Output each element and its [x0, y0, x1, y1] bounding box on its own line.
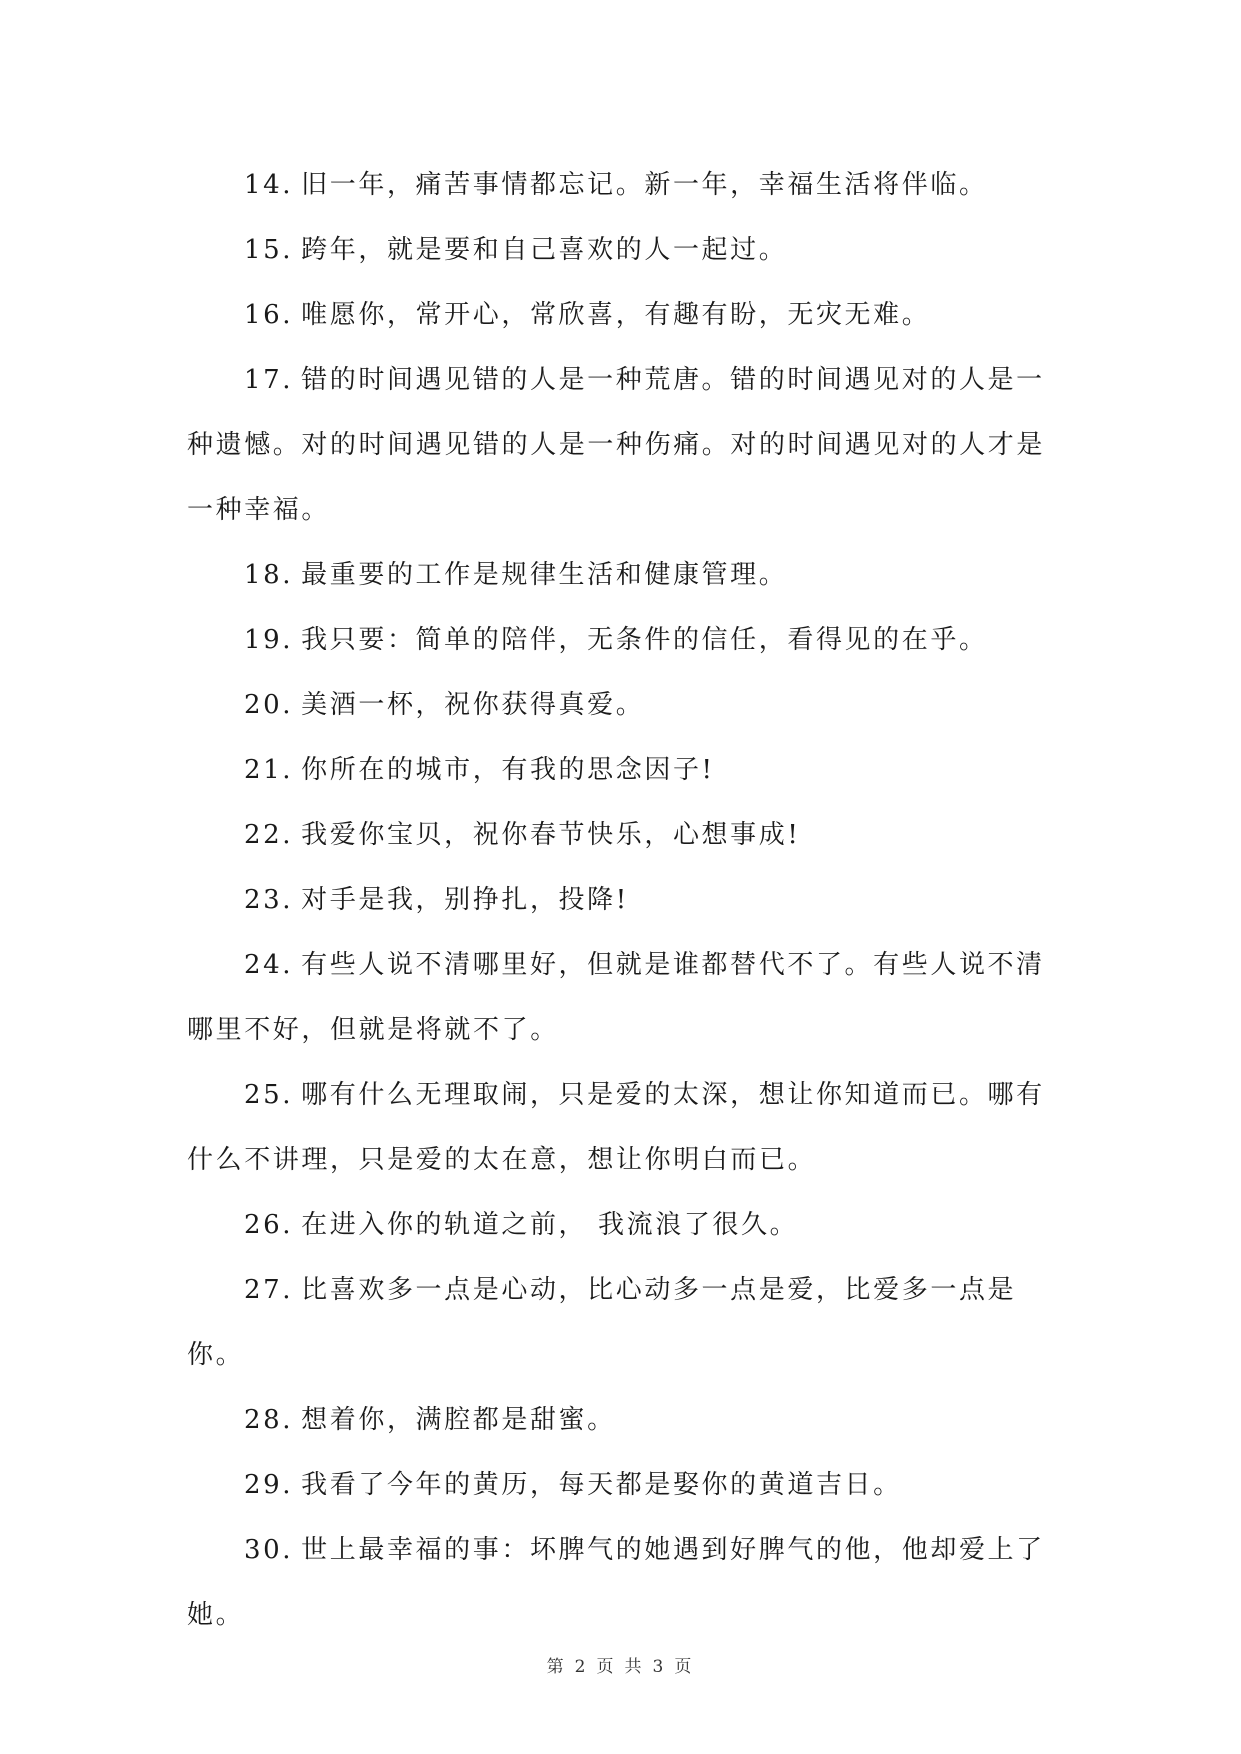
item-text: 跨年，就是要和自己喜欢的人一起过。 [301, 235, 788, 265]
list-item [187, 348, 1055, 543]
item-number: 17. [244, 365, 294, 395]
item-number: 20. [244, 690, 294, 720]
list-item [187, 283, 1055, 348]
list-item [187, 868, 1055, 933]
item-number: 30. [244, 1535, 294, 1565]
item-text: 唯愿你，常开心，常欣喜，有趣有盼，无灾无难。 [301, 300, 931, 330]
list-item [187, 1518, 1055, 1648]
document-body [187, 153, 1055, 1648]
list-item [187, 608, 1055, 673]
item-text: 比喜欢多一点是心动，比心动多一点是爱，比爱多一点是你。 [187, 1275, 1017, 1370]
list-item [187, 673, 1055, 738]
list-item [187, 1388, 1055, 1453]
item-number: 21. [244, 755, 294, 785]
item-number: 26. [244, 1210, 294, 1240]
list-item [187, 1193, 1055, 1258]
item-text: 错的时间遇见错的人是一种荒唐。错的时间遇见对的人是一种遗憾。对的时间遇见错的人是一种伤痛。对的时间遇见对的人才是一种幸福。 [187, 365, 1046, 525]
list-item [187, 738, 1055, 803]
item-number: 18. [244, 560, 294, 590]
list-item [187, 1453, 1055, 1518]
item-text: 在进入你的轨道之前， 我流浪了很久。 [301, 1210, 799, 1240]
list-item [187, 803, 1055, 868]
item-text: 想着你，满腔都是甜蜜。 [301, 1405, 616, 1435]
item-text: 旧一年，痛苦事情都忘记。新一年，幸福生活将伴临。 [301, 170, 988, 200]
footer-total-word: 共 [624, 1657, 645, 1677]
list-item [187, 218, 1055, 283]
item-number: 14. [244, 170, 294, 200]
item-text: 美酒一杯，祝你获得真爱。 [301, 690, 645, 720]
item-number: 15. [244, 235, 294, 265]
item-number: 16. [244, 300, 294, 330]
footer-prefix: 第 [546, 1657, 567, 1677]
list-item [187, 153, 1055, 218]
list-item [187, 1258, 1055, 1388]
list-item [187, 543, 1055, 608]
item-number: 28. [244, 1405, 294, 1435]
list-item [187, 933, 1055, 1063]
item-text: 世上最幸福的事：坏脾气的她遇到好脾气的他，他却爱上了她。 [187, 1535, 1045, 1630]
item-number: 23. [244, 885, 294, 915]
item-number: 24. [244, 950, 294, 980]
item-number: 25. [244, 1080, 294, 1110]
item-number: 19. [244, 625, 294, 655]
footer-total-pages: 3 [652, 1657, 667, 1677]
list-item [187, 1063, 1055, 1193]
item-text: 你所在的城市，有我的思念因子! [301, 755, 715, 785]
item-number: 22. [244, 820, 294, 850]
footer-page-number: 2 [574, 1657, 589, 1677]
item-text: 对手是我，别挣扎，投降! [301, 885, 629, 915]
item-text: 我只要：简单的陪伴，无条件的信任，看得见的在乎。 [301, 625, 988, 655]
item-text: 我爱你宝贝，祝你春节快乐，心想事成! [301, 820, 801, 850]
item-text: 哪有什么无理取闹，只是爱的太深，想让你知道而已。哪有什么不讲理，只是爱的太在意，想让你明白而已。 [187, 1080, 1045, 1175]
item-text: 最重要的工作是规律生活和健康管理。 [301, 560, 788, 590]
item-text: 我看了今年的黄历，每天都是娶你的黄道吉日。 [301, 1470, 902, 1500]
item-number: 27. [244, 1275, 294, 1305]
item-number: 29. [244, 1470, 294, 1500]
footer-total-unit: 页 [674, 1657, 695, 1677]
footer-page-unit: 页 [596, 1657, 617, 1677]
page-footer [0, 1652, 1241, 1677]
item-text: 有些人说不清哪里好，但就是谁都替代不了。有些人说不清哪里不好，但就是将就不了。 [187, 950, 1045, 1045]
